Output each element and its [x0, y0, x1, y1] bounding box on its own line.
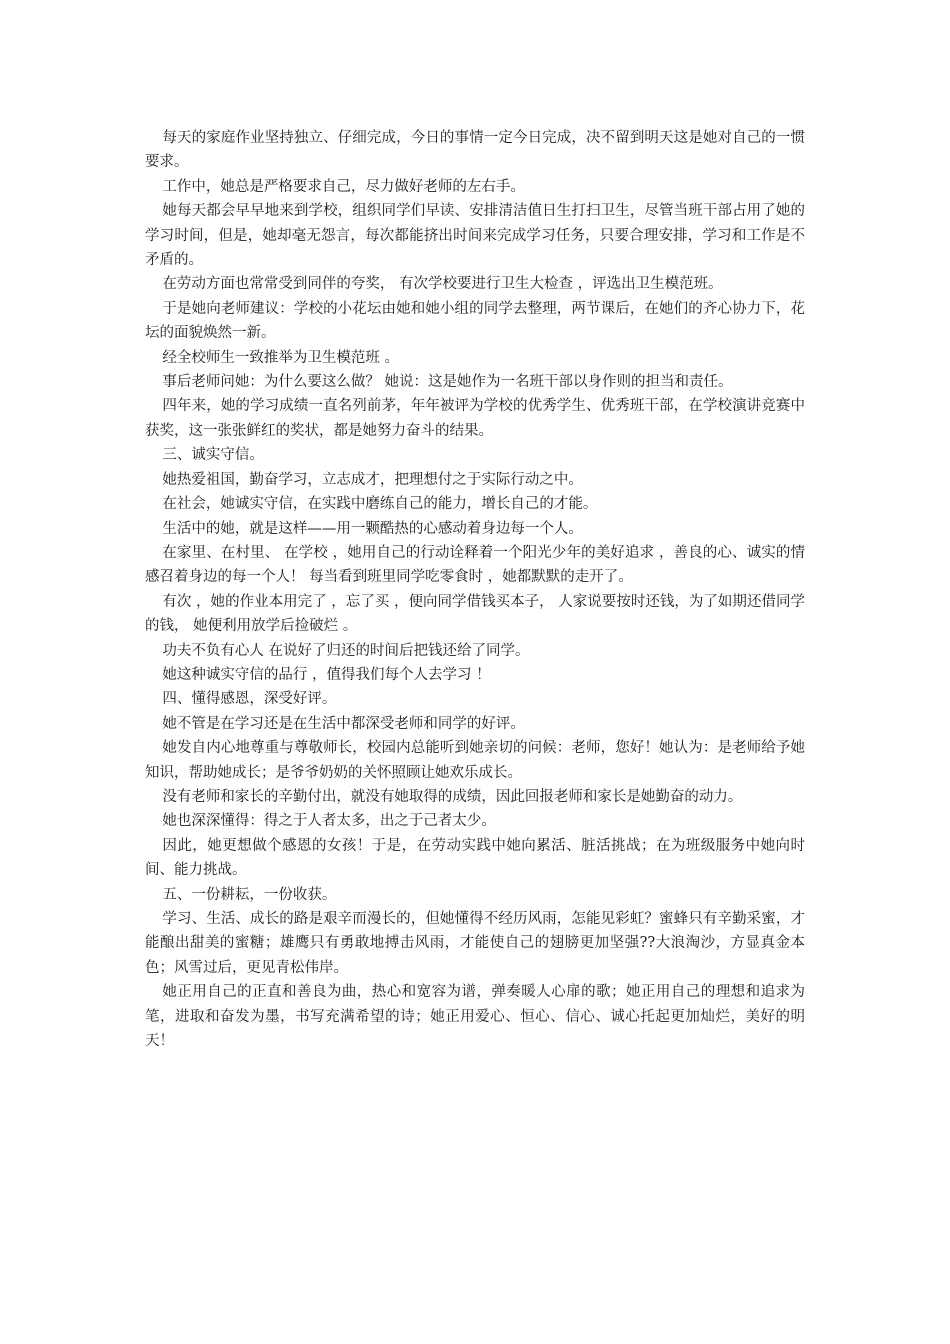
paragraph-teacher-question: 事后老师问她：为什么要这么做？ 她说：这是她作为一名班干部以身作则的担当和责任。: [162, 374, 733, 391]
document-page: [145, 126, 805, 1053]
paragraph-society: 在社会，她诚实守信，在实践中磨练自己的能力，增长自己的才能。: [162, 496, 598, 513]
paragraph-flower-bed: 于是她向老师建议：学校的小花坛由她和她小组的同学去整理，两节课后，在她们的齐心协力下，花坛的面貌焕然一新。: [145, 300, 805, 342]
paragraph-four-years: 四年来，她的学习成绩一直名列前茅，年年被评为学校的优秀学生、优秀班干部，在学校演讲竞赛中获奖，这一张张鲜红的奖状，都是她努力奋斗的结果。: [145, 398, 805, 439]
paragraph-good-reviews: 她不管是在学习还是在生活中都深受老师和同学的好评。: [162, 715, 525, 732]
paragraph-grateful-girl: 因此，她更想做个感恩的女孩！于是，在劳动实践中她向累活、脏活挑战；在为班级服务中她向时间、能力挑战。: [145, 837, 805, 879]
paragraph-labor-praise: 在劳动方面也常常受到同伴的夸奖， 有次学校要进行卫生大检查 ，评选出卫生模范班。: [162, 276, 723, 293]
paragraph-model-class: 经全校师生一致推举为卫生模范班 。: [162, 349, 399, 366]
paragraph-life: 生活中的她，就是这样——用一颗酷热的心感动着身边每一个人。: [162, 520, 583, 537]
section-heading-gratitude: 四、懂得感恩，深受好评。: [162, 691, 337, 708]
paragraph-home-village-school: 在家里、在村里、 在学校 ，她用自己的行动诠释着一个阳光少年的美好追求 ，善良的心、诚实的情感召着身边的每一个人！ 每当看到班里同学吃零食时 ，她都默默的走开了。: [145, 544, 805, 586]
paragraph-understand: 她也深深懂得：得之于人者太多，出之于己者太少。: [162, 813, 496, 830]
paragraph-love-country: 她热爱祖国，勤奋学习，立志成才，把理想付之于实际行动之中。: [162, 471, 583, 488]
paragraph-homework: 每天的家庭作业坚持独立、仔细完成，今日的事情一定今日完成，决不留到明天这是她对自己的一惯要求。: [145, 130, 805, 171]
paragraph-respect-teachers: 她发自内心地尊重与尊敬师长，校园内总能听到她亲切的问候：老师，您好！她认为：是老师给予她知识，帮助她成长；是爷爷奶奶的关怀照顾让她欢乐成长。: [145, 740, 805, 781]
paragraph-borrow-money: 有次 ，她的作业本用完了 ，忘了买 ，便向同学借钱买本子， 人家说要按时还钱，为了如期还借同学的钱， 她便利用放学后捡破烂 。: [145, 593, 805, 635]
section-heading-honesty: 三、诚实守信。: [162, 447, 264, 464]
paragraph-work-attitude: 工作中，她总是严格要求自己，尽力做好老师的左右手。: [162, 178, 525, 195]
paragraph-growth-road: 学习、生活、成长的路是艰辛而漫长的，但她懂得不经历风雨，怎能见彩虹？蜜蜂只有辛勤采蜜，才能酿出甜美的蜜糖；雄鹰只有勇敢地搏击风雨，才能使自己的翅膀更加坚强??大浪淘沙，方显真金本色；风雪过后，更见青松伟岸。: [145, 911, 805, 976]
paragraph-repay: 功夫不负有心人 在说好了归还的时间后把钱还给了同学。: [162, 642, 530, 659]
paragraph-daily-duties: 她每天都会早早地来到学校，组织同学们早读、安排清洁值日生打扫卫生，尽管当班干部占用了她的学习时间，但是，她却毫无怨言，每次都能挤出时间来完成学习任务，只要合理安排，学习和工作是不矛盾的。: [145, 203, 805, 269]
paragraph-worth-learning: 她这种诚实守信的品行 ，值得我们每个人去学习 ！: [162, 666, 491, 683]
paragraph-closing: 她正用自己的正直和善良为曲，热心和宽容为谱，弹奏暖人心扉的歌；她正用自己的理想和追求为笔，进取和奋发为墨，书写充满希望的诗；她正用爱心、恒心、信心、诚心托起更加灿烂，美好的明天！: [145, 984, 805, 1050]
section-heading-harvest: 五、一份耕耘，一份收获。: [162, 886, 337, 903]
paragraph-no-pains: 没有老师和家长的辛勤付出，就没有她取得的成绩，因此回报老师和家长是她勤奋的动力。: [162, 788, 743, 805]
